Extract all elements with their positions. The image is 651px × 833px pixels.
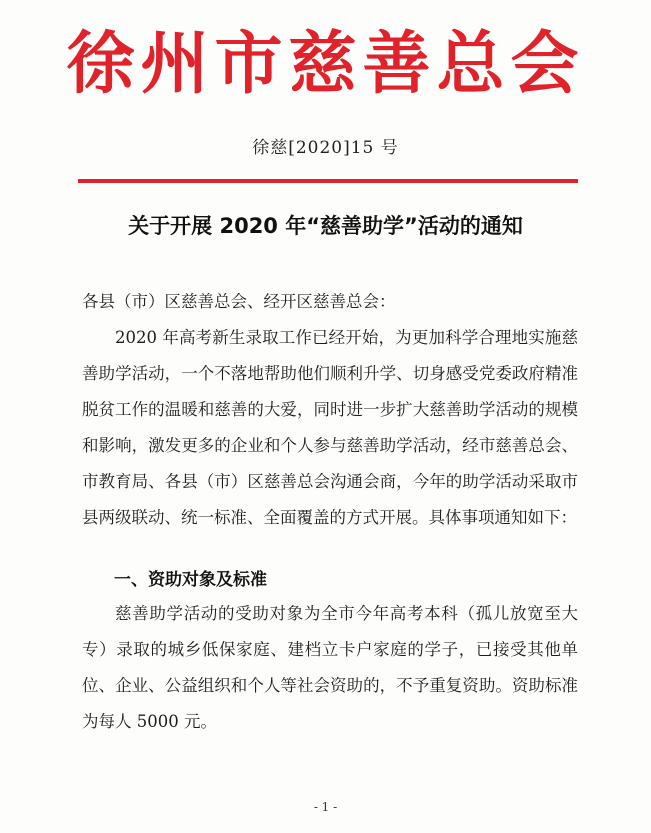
- page-number: - 1 -: [313, 800, 338, 814]
- red-divider-line: [78, 179, 578, 183]
- section-heading-1: 一、资助对象及标准: [114, 570, 267, 590]
- notice-title: 关于开展 2020 年“慈善助学”活动的通知: [128, 214, 523, 238]
- document-number: 徐慈[2020]15 号: [252, 138, 399, 158]
- body-paragraph-1: 2020 年高考新生录取工作已经开始，为更加科学合理地实施慈善助学活动，一个不落地帮助他们顺利升学、切身感受党委政府精准脱贫工作的温暖和慈善的大爱，同时进一步扩大慈善助学活动的规模和影响，激发更多的企业和个人参与慈善助学活动，经市慈善总会、市教育局、各县（市）区慈善总会沟通会商，今年的助学活动采取市县两级联动、统一标准、全面覆盖的方式开展。具体事项通知如下：: [82, 328, 578, 527]
- org-header-title: 徐州市慈善总会: [66, 24, 585, 104]
- body-paragraph-2: 慈善助学活动的受助对象为全市今年高考本科（孤儿放宽至大专）录取的城乡低保家庭、建档立卡户家庭的学子，已接受其他单位、企业、公益组织和个人等社会资助的，不予重复资助。资助标准为每人 5000 元。: [82, 604, 578, 731]
- salutation: 各县（市）区慈善总会、经开区慈善总会：: [82, 292, 396, 311]
